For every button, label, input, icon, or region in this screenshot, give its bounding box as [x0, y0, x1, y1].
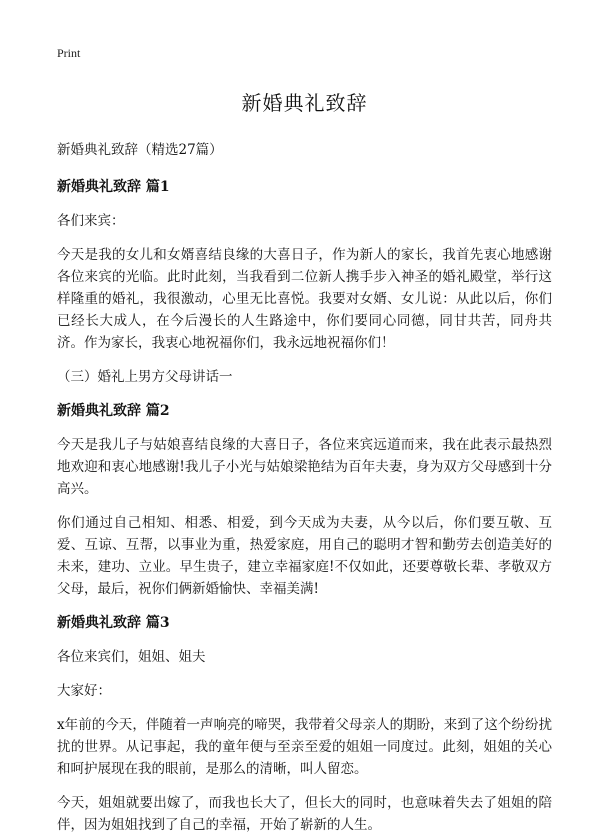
paragraph: 今天是我儿子与姑娘喜结良缘的大喜日子，各位来宾远道而来，我在此表示最热烈地欢迎和衷心地感谢!我儿子小光与姑娘梁艳结为百年夫妻，身为双方父母感到十分高兴。: [57, 437, 552, 497]
document-subtitle: 新婚典礼致辞（精选27篇）: [57, 142, 223, 158]
paragraph: 各们来宾：: [57, 213, 125, 229]
section-3: [57, 612, 552, 836]
print-link[interactable]: Print: [57, 46, 81, 60]
document-title: 新婚典礼致辞: [241, 91, 368, 115]
section-heading: 新婚典礼致辞 篇2: [57, 403, 170, 419]
section-heading: 新婚典礼致辞 篇3: [57, 615, 170, 631]
paragraph: x年前的今天，伴随着一声响亮的啼哭，我带着父母亲人的期盼，来到了这个纷纷扰扰的世界。从记事起，我的童年便与至亲至爱的姐姐一同度过。此刻，姐姐的关心和呵护展现在我的眼前，是那么的清晰，叫人留恋。: [57, 717, 552, 777]
paragraph: 今天是我的女儿和女婿喜结良缘的大喜日子，作为新人的家长，我首先衷心地感谢各位来宾的光临。此时此刻，当我看到二位新人携手步入神圣的婚礼殿堂，举行这样隆重的婚礼，我很激动，心里无比喜悦。我要对女婿、女儿说：从此以后，你们已经长大成人，在今后漫长的人生路途中，你们要同心同德，同甘共苦，同舟共济。作为家长，我衷心地祝福你们，我永远地祝福你们！: [57, 247, 552, 351]
paragraph: 你们通过自己相知、相悉、相爱，到今天成为夫妻，从今以后，你们要互敬、互爱、互谅、互帮，以事业为重，热爱家庭，用自己的聪明才智和勤劳去创造美好的未来，建功、立业。早生贵子，建立幸福家庭!不仅如此，还要尊敬长辈、孝敬双方父母，最后，祝你们俩新婚愉快、幸福美满!: [57, 515, 552, 597]
section-1: [57, 176, 552, 388]
paragraph: 各位来宾们，姐姐、姐夫: [57, 649, 206, 665]
section-2: [57, 400, 552, 600]
paragraph: 大家好：: [57, 683, 111, 699]
paragraph: 今天，姐姐就要出嫁了，而我也长大了，但长大的同时，也意味着失去了姐姐的陪伴，因为姐姐找到了自己的幸福，开始了崭新的人生。: [57, 795, 552, 833]
paragraph: （三）婚礼上男方父母讲话一: [57, 369, 233, 385]
section-heading: 新婚典礼致辞 篇1: [57, 179, 170, 195]
